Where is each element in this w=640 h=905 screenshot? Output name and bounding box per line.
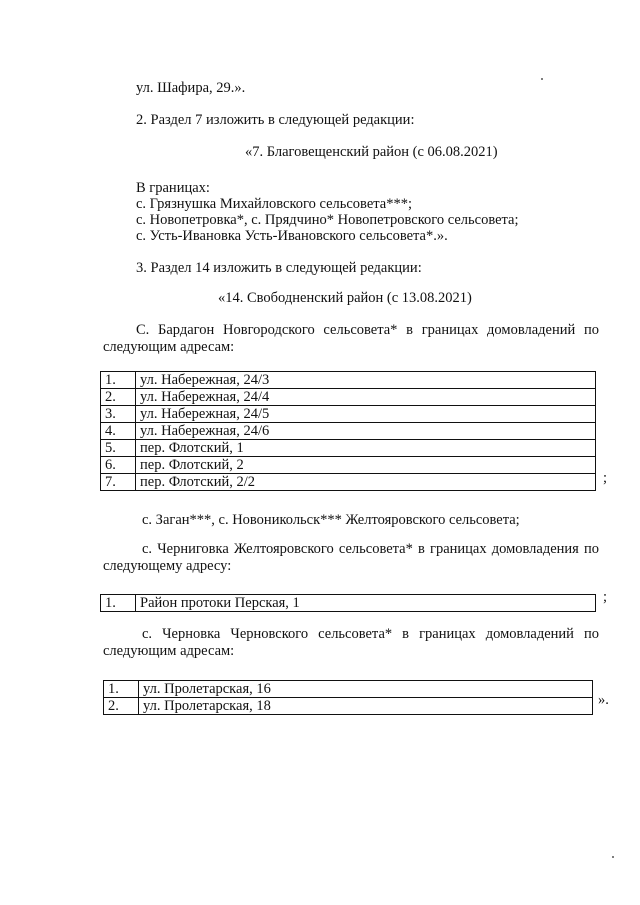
bardagon-line-2: следующим адресам:: [103, 339, 235, 355]
borders-label: В границах:: [136, 180, 210, 196]
table3-end-mark: ».: [598, 692, 609, 708]
chernigovka-paragraph: [103, 541, 599, 575]
table-row: [101, 595, 596, 612]
row-number: 7.: [101, 474, 136, 491]
chernovka-line-1: с. Черновка Черновского сельсовета* в границах домовладений по: [142, 626, 599, 642]
table-row: [101, 406, 596, 423]
bardagon-line-1: С. Бардагон Новгородского сельсовета* в границах домовладений по: [136, 322, 599, 338]
table-row: [101, 474, 596, 491]
table-row: [101, 389, 596, 406]
scan-speck: [612, 856, 614, 858]
chernigovka-address-table: [100, 594, 596, 612]
row-number: 2.: [101, 389, 136, 406]
row-number: 1.: [101, 595, 136, 612]
zagan-line: с. Заган***, с. Новоникольск*** Желтояровского сельсовета;: [142, 512, 520, 528]
chernigovka-line-1: с. Черниговка Желтояровского сельсовета* в границах домовладения по: [142, 541, 599, 557]
table-row: [104, 698, 593, 715]
table-row: [101, 372, 596, 389]
table-row: [101, 457, 596, 474]
section-2-instruction: 2. Раздел 7 изложить в следующей редакции:: [136, 112, 415, 128]
table2-end-mark: ;: [603, 589, 608, 605]
street-shafira-line: ул. Шафира, 29.».: [136, 80, 246, 96]
chernigovka-line-2: следующему адресу:: [103, 558, 232, 574]
borders-line-1: с. Грязнушка Михайловского сельсовета***;: [136, 196, 412, 212]
row-address: ул. Пролетарская, 18: [139, 698, 593, 715]
chernovka-address-table: [103, 680, 593, 715]
section-3-instruction: 3. Раздел 14 изложить в следующей редакции:: [136, 260, 422, 276]
borders-line-3: с. Усть-Ивановка Усть-Ивановского сельсовета*.».: [136, 228, 448, 244]
row-address: пер. Флотский, 2: [136, 457, 596, 474]
row-number: 5.: [101, 440, 136, 457]
chernovka-paragraph: [103, 626, 599, 660]
bardagon-address-table: [100, 371, 596, 491]
row-number: 1.: [101, 372, 136, 389]
row-address: Район протоки Перская, 1: [136, 595, 596, 612]
chernovka-line-2: следующим адресам:: [103, 643, 235, 659]
table-row: [101, 423, 596, 440]
table1-end-mark: ;: [603, 470, 608, 486]
row-address: пер. Флотский, 2/2: [136, 474, 596, 491]
table-row: [101, 440, 596, 457]
section-14-heading: «14. Свободненский район (с 13.08.2021): [218, 290, 472, 306]
row-address: ул. Набережная, 24/6: [136, 423, 596, 440]
section-7-heading: «7. Благовещенский район (с 06.08.2021): [245, 144, 498, 160]
row-address: пер. Флотский, 1: [136, 440, 596, 457]
row-address: ул. Набережная, 24/4: [136, 389, 596, 406]
bardagon-paragraph: [103, 322, 599, 356]
scan-speck: [541, 78, 543, 80]
row-number: 3.: [101, 406, 136, 423]
row-number: 6.: [101, 457, 136, 474]
row-address: ул. Пролетарская, 16: [139, 681, 593, 698]
row-number: 2.: [104, 698, 139, 715]
row-number: 1.: [104, 681, 139, 698]
row-address: ул. Набережная, 24/5: [136, 406, 596, 423]
table-row: [104, 681, 593, 698]
borders-line-2: с. Новопетровка*, с. Прядчино* Новопетровского сельсовета;: [136, 212, 519, 228]
row-address: ул. Набережная, 24/3: [136, 372, 596, 389]
row-number: 4.: [101, 423, 136, 440]
